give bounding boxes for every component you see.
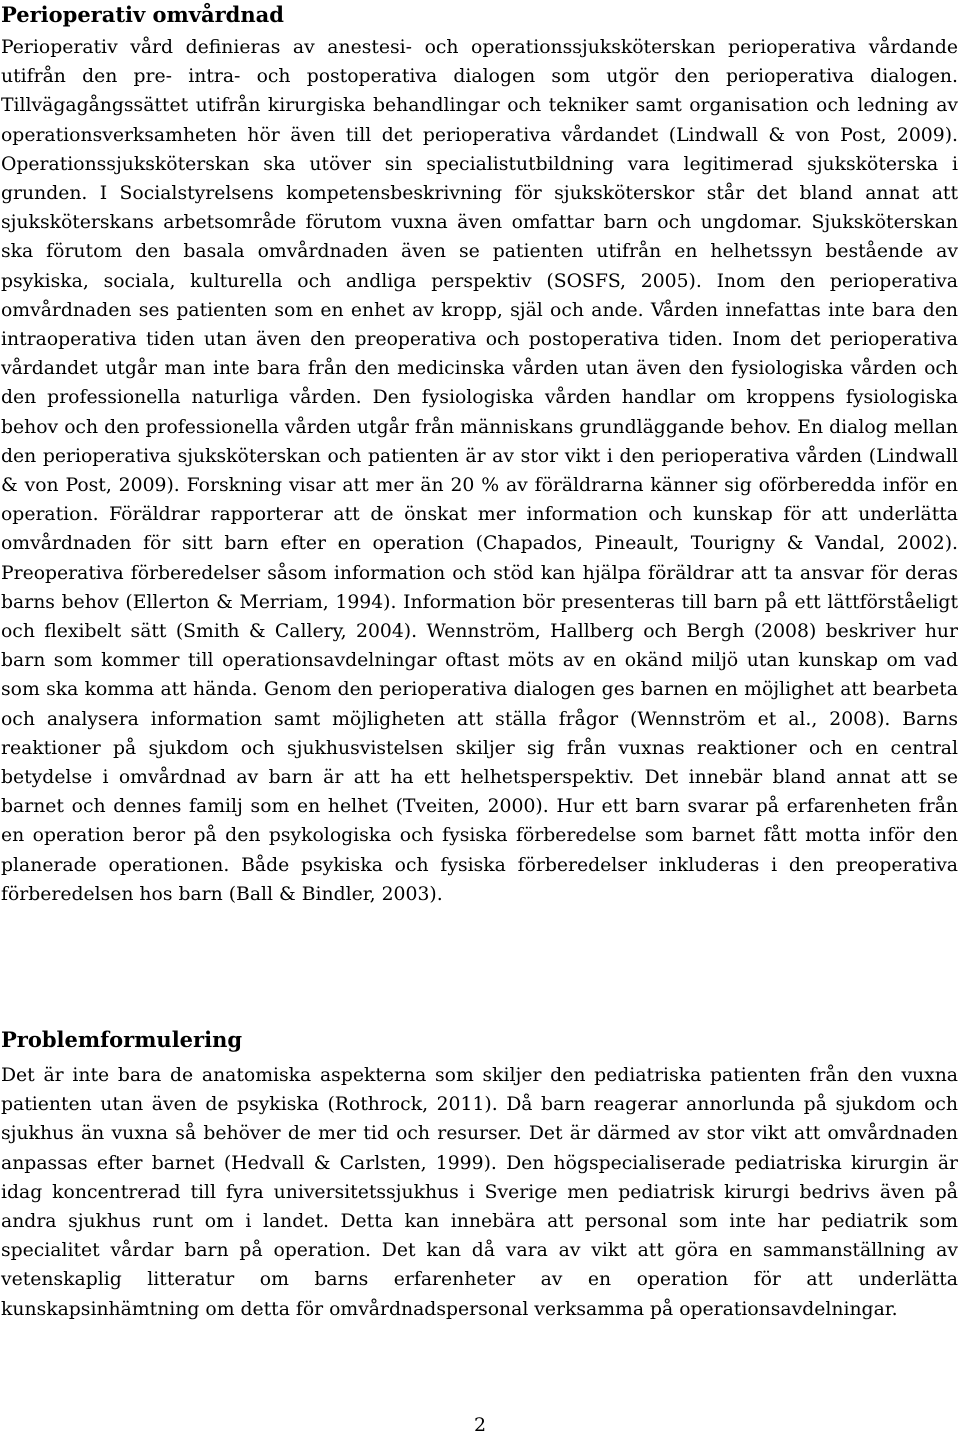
section-heading-problemformulering: Problemformulering [1, 1027, 243, 1052]
section-heading-perioperativ-omvardnad: Perioperativ omvårdnad [1, 2, 284, 27]
page-number: 2 [473, 1414, 487, 1436]
section-body-problemformulering: Det är inte bara de anatomiska aspekterna som skiljer den pediatriska patienten från den vuxna patienten utan även de psykiska (Rothrock, 2011). Då barn reagerar annorlunda på sjukdom och sjukhus än vuxna så behöver de mer tid och resurser. Det är därmed av stor vikt att omvårdnaden anpassas efter barnet (Hedvall & Carlsten, 1999). Den högspecialiserade pediatriska kirurgin är idag koncentrerad till fyra universitetssjukhus i Sverige men pediatrisk kirurgi bedrivs även på andra sjukhus runt om i landet. Detta kan innebära att personal som inte har pediatrik som specialitet vårdar barn på operation. Det kan då vara av vikt att göra en sammanställning av vetenskaplig litteratur om barns erfarenheter av en operation för att underlätta kunskapsinhämtning om detta för omvårdnadspersonal verksamma på operationsavdelningar. [1, 1065, 958, 1320]
section-body-perioperativ-omvardnad: Perioperativ vård definieras av anestesi- och operationssjuksköterskan perioperativa vårdande utifrån den pre- intra- och postoperativa dialogen som utgör den perioperativa dialogen. Tillvägagångssättet utifrån kirurgiska behandlingar och tekniker samt organisation och ledning av operationsverksamheten hör även till det perioperativa vårdandet (Lindwall & von Post, 2009). Operationssjuksköterskan ska utöver sin specialistutbildning vara legitimerad sjuksköterska i grunden. I Socialstyrelsens kompetensbeskrivning för sjuksköterskor står det bland annat att sjuksköterskans arbetsområde förutom vuxna även omfattar barn och ungdomar. Sjuksköterskan ska förutom den basala omvårdnaden även se patienten utifrån en helhetssyn bestående av psykiska, sociala, kulturella och andliga perspektiv (SOSFS, 2005). Inom den perioperativa omvårdnaden ses patienten som en enhet av kropp, själ och ande. Vården innefattas inte bara den intraoperativa tiden utan även den preoperativa och postoperativa tiden. Inom det perioperativa vårdandet utgår man inte bara från den medicinska vården utan även den fysiologiska vården och den professionella naturliga vården. Den fysiologiska vården handlar om kroppens fysiologiska behov och den professionella vården utgår från människans grundläggande behov. En dialog mellan den perioperativa sjuksköterskan och patienten är av stor vikt i den perioperativa vården (Lindwall & von Post, 2009). Forskning visar att mer än 20 % av föräldrarna känner sig oförberedda inför en operation. Föräldrar rapporterar att de önskat mer information och kunskap för att underlätta omvårdnaden för sitt barn efter en operation (Chapados, Pineault, Tourigny & Vandal, 2002). Preoperativa förberedelser såsom information och stöd kan hjälpa föräldrar att ta ansvar för deras barns behov (Ellerton & Merriam, 1994). Information bör presenteras till barn på ett lättförståeligt och flexibelt sätt (Smith & Callery, 2004). Wennström, Hallberg och Bergh (2008) beskriver hur barn som kommer till operationsavdelningar oftast möts av en okänd miljö utan kunskap om vad som ska komma att hända. Genom den perioperativa dialogen ges barnen en möjlighet att bearbeta och analysera information samt möjligheten att ställa frågor (Wennström et al., 2008). Barns reaktioner på sjukdom och sjukhusvistelsen skiljer sig från vuxnas reaktioner och en central betydelse i omvårdnad av barn är att ha ett helhetsperspektiv. Det innebär bland annat att se barnet och dennes familj som en helhet (Tveiten, 2000). Hur ett barn svarar på erfarenheten från en operation beror på den psykologiska och fysiska förberedelse som barnet fått motta inför den planerade operationen. Både psykiska och fysiska förberedelser inkluderas i den preoperativa förberedelsen hos barn (Ball & Bindler, 2003). [1, 37, 958, 905]
